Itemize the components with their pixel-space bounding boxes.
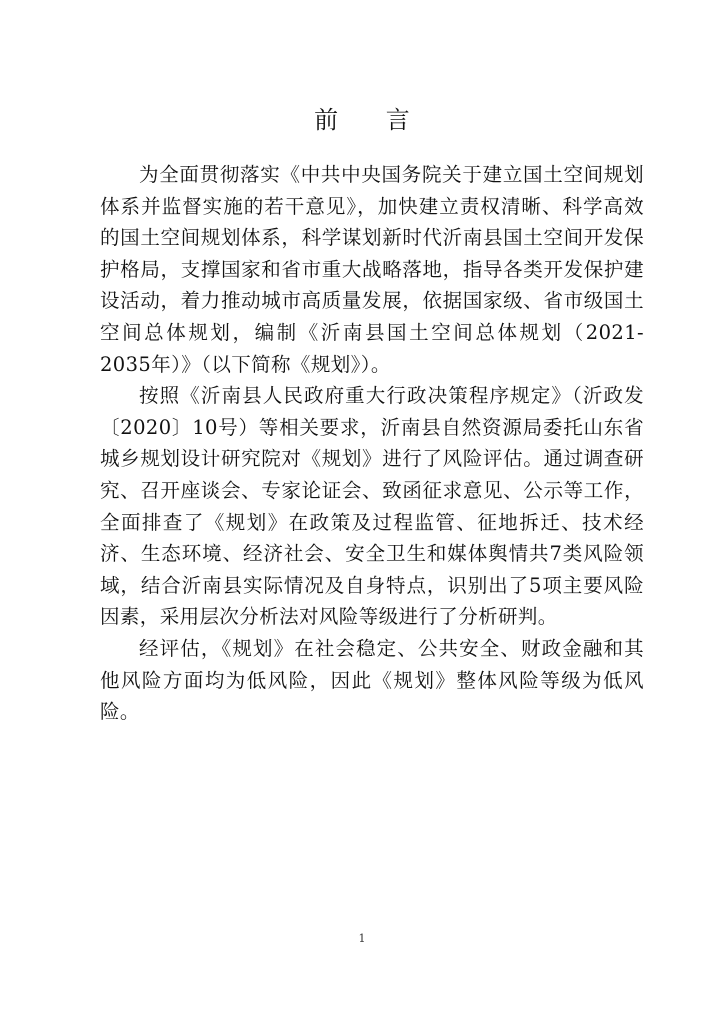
paragraph-assessment-process: 按照《沂南县人民政府重大行政决策程序规定》（沂政发〔2020〕10号）等相关要求，沂南县自然资源局委托山东省城乡规划设计研究院对《规划》进行了风险评估。通过调查研究、召开座谈会、专家论证会、致函征求意见、公示等工作，全面排查了《规划》在政策及过程监管、征地拆迁、技术经济、生态环境、经济社会、安全卫生和媒体舆情共7类风险领域，结合沂南县实际情况及自身特点，识别出了5项主要风险因素，采用层次分析法对风险等级进行了分析研判。: [100, 384, 644, 629]
document-body: [100, 159, 644, 728]
paragraph-conclusion: 经评估，《规划》在社会稳定、公共安全、财政金融和其他风险方面均为低风险，因此《规划》整体风险等级为低风险。: [100, 636, 644, 724]
page-number: 1: [358, 932, 366, 945]
paragraph-intro: 为全面贯彻落实《中共中央国务院关于建立国土空间规划体系并监督实施的若干意见》，加快建立责权清晰、科学高效的国土空间规划体系，科学谋划新时代沂南县国土空间开发保护格局，支撑国家和省市重大战略落地，指导各类开发保护建设活动，着力推动城市高质量发展，依据国家级、省市级国土空间总体规划，编制《沂南县国土空间总体规划（2021-2035年）》（以下简称《规划》）。: [100, 163, 644, 376]
page-title: 前 言: [314, 106, 430, 134]
